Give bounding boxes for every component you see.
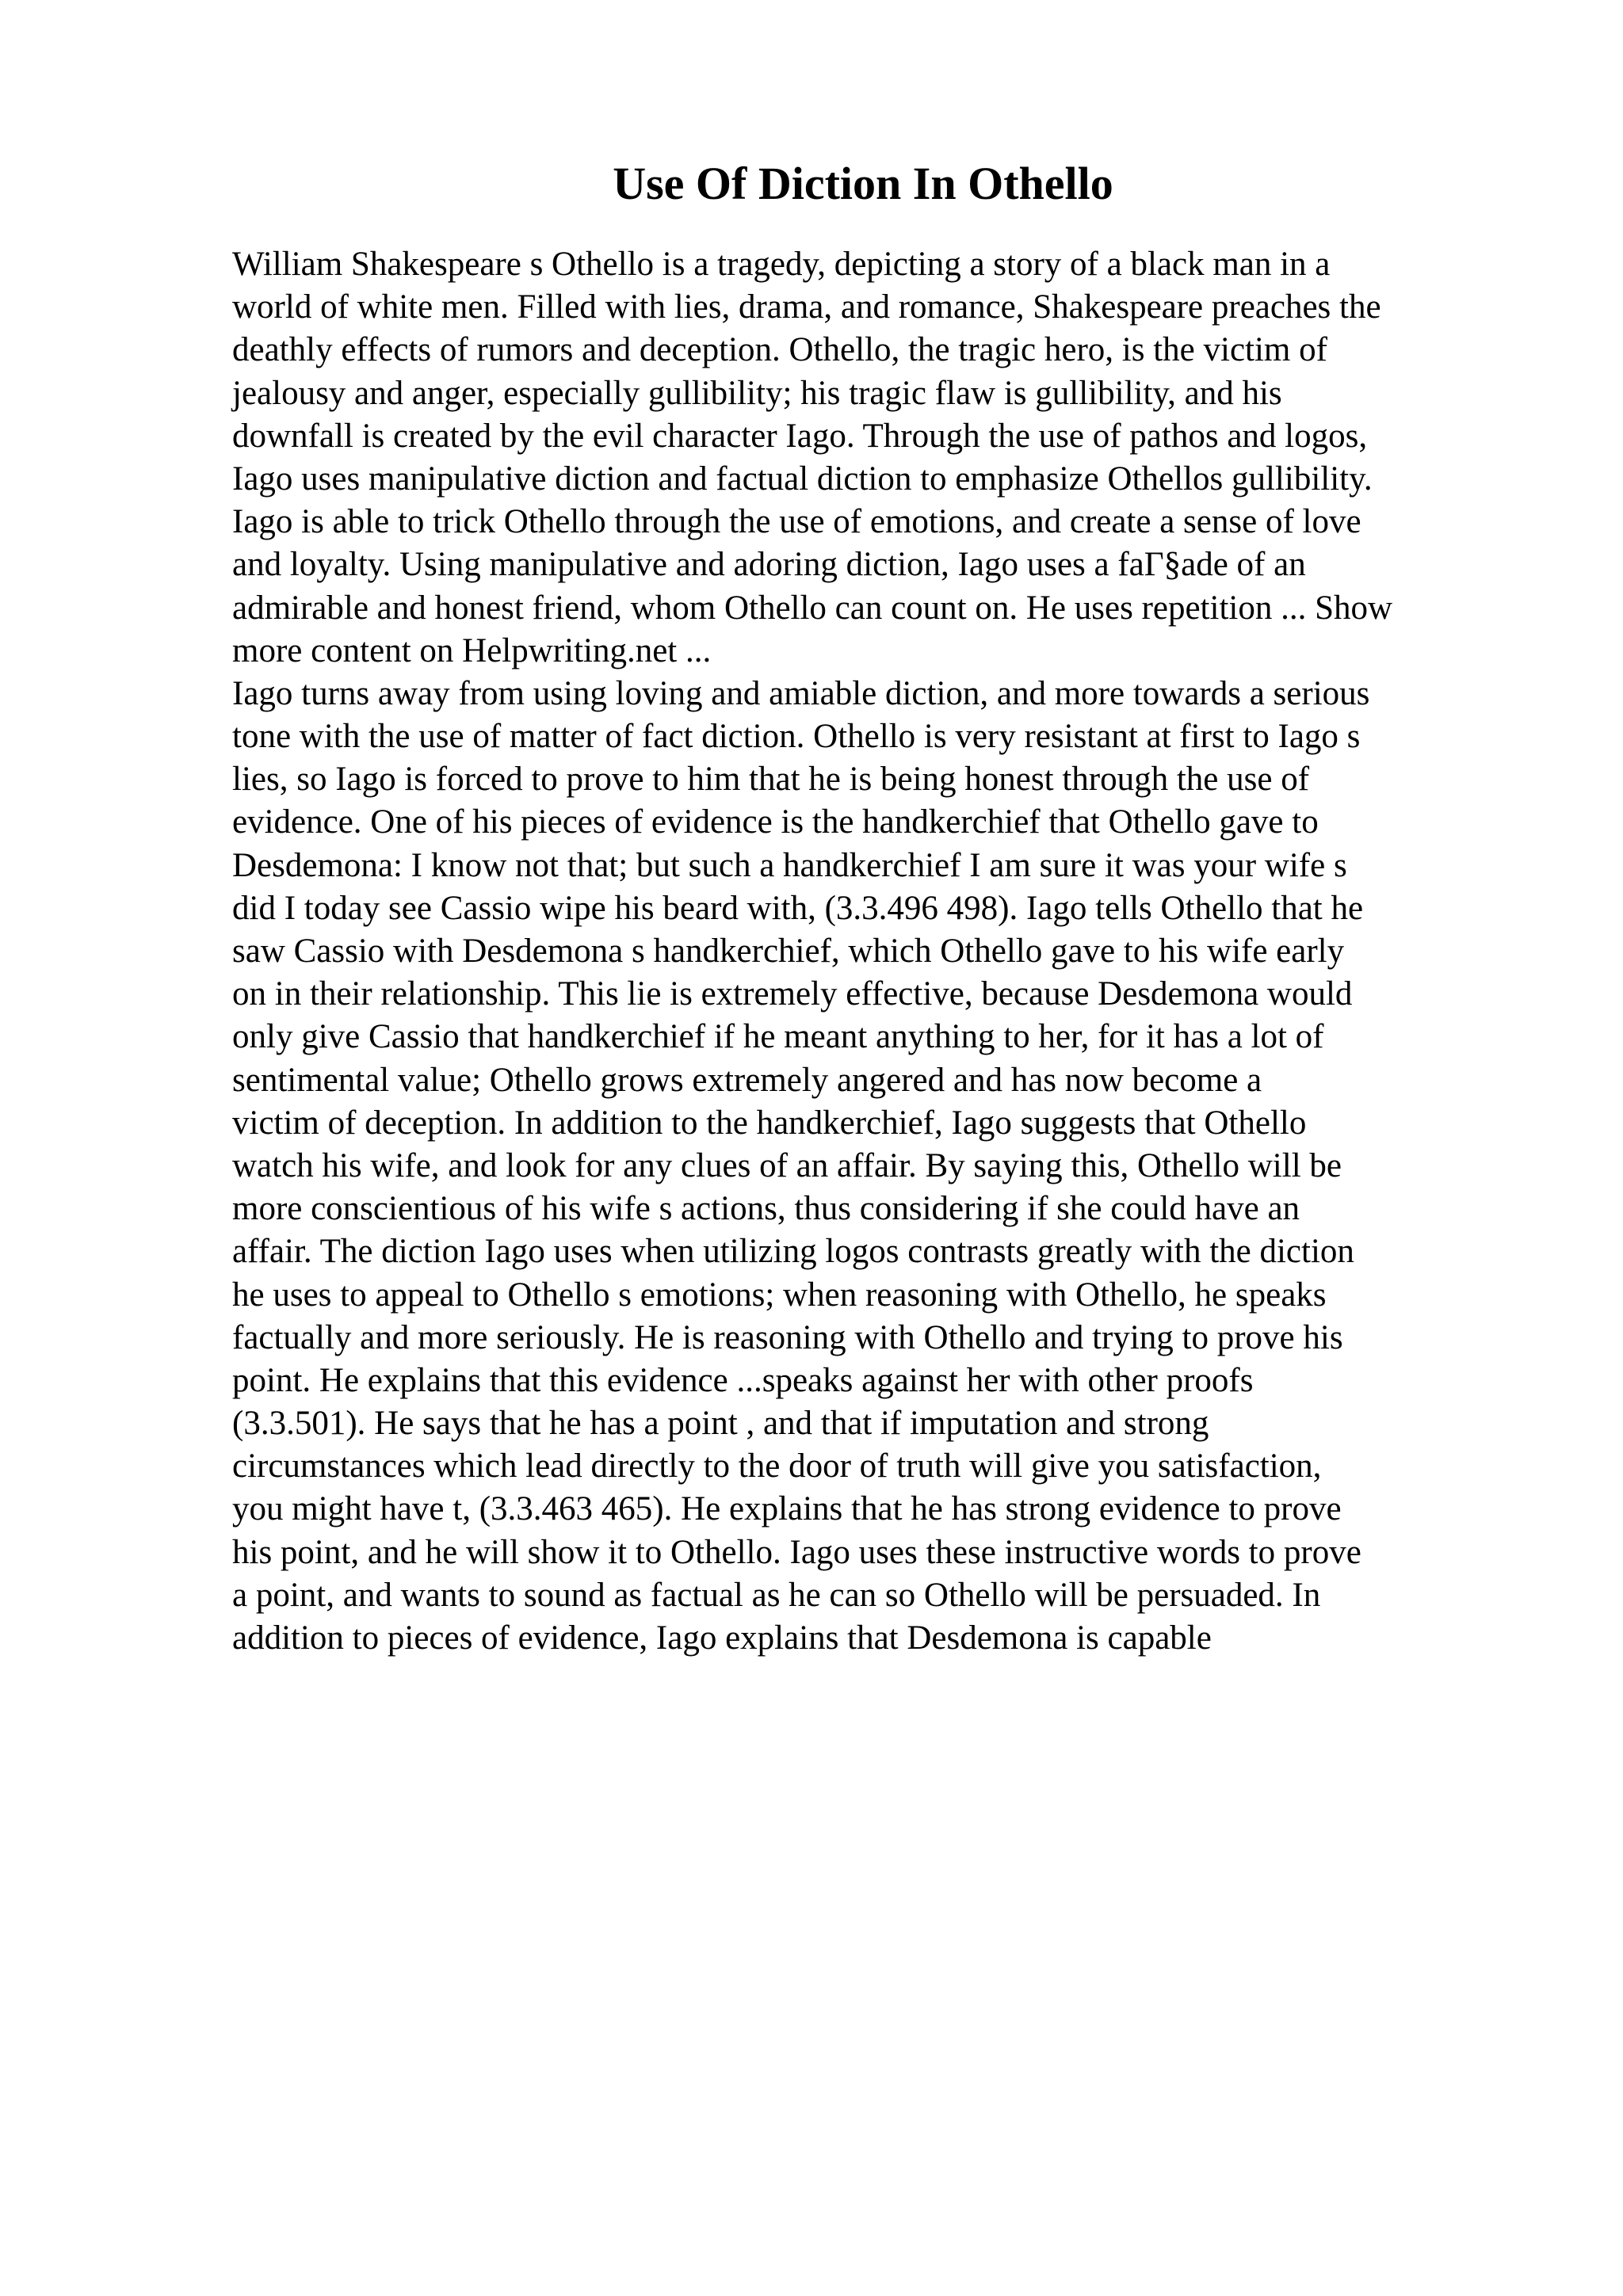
text-line: deathly effects of rumors and deception. Othello, the tragic hero, is the victim of bbox=[232, 331, 1327, 369]
text-line: victim of deception. In addition to the handkerchief, Iago suggests that Othello bbox=[232, 1104, 1307, 1142]
text-line: Desdemona: I know not that; but such a handkerchief I am sure it was your wife s bbox=[232, 846, 1347, 884]
text-line: (3.3.501). He says that he has a point , and that if imputation and strong bbox=[232, 1405, 1209, 1443]
text-line: downfall is created by the evil character Iago. Through the use of pathos and logos, bbox=[232, 417, 1368, 455]
text-line: world of white men. Filled with lies, drama, and romance, Shakespeare preaches the bbox=[232, 288, 1381, 326]
text-line: evidence. One of his pieces of evidence is the handkerchief that Othello gave to bbox=[232, 803, 1319, 841]
text-line: sentimental value; Othello grows extremely angered and has now become a bbox=[232, 1061, 1262, 1099]
text-line: addition to pieces of evidence, Iago explains that Desdemona is capable bbox=[232, 1619, 1212, 1657]
text-line: factually and more seriously. He is reasoning with Othello and trying to prove his bbox=[232, 1318, 1343, 1356]
text-line: lies, so Iago is forced to prove to him that he is being honest through the use of bbox=[232, 761, 1310, 799]
text-line: and loyalty. Using manipulative and adoring diction, Iago uses a faΓ§ade of an bbox=[232, 546, 1306, 584]
text-line: on in their relationship. This lie is extremely effective, because Desdemona would bbox=[232, 975, 1353, 1013]
text-line: a point, and wants to sound as factual as he can so Othello will be persuaded. In bbox=[232, 1576, 1321, 1614]
document-title: Use Of Diction In Othello bbox=[613, 158, 1113, 209]
text-line: his point, and he will show it to Othello. Iago uses these instructive words to prove bbox=[232, 1533, 1361, 1571]
essay-body bbox=[232, 243, 1532, 1660]
text-line: he uses to appeal to Othello s emotions; when reasoning with Othello, he speaks bbox=[232, 1276, 1327, 1314]
text-line: more conscientious of his wife s actions, thus considering if she could have an bbox=[232, 1190, 1300, 1228]
text-line: circumstances which lead directly to the door of truth will give you satisfaction, bbox=[232, 1447, 1322, 1486]
text-line: Iago turns away from using loving and amiable diction, and more towards a serious bbox=[232, 674, 1370, 712]
text-line: affair. The diction Iago uses when utilizing logos contrasts greatly with the diction bbox=[232, 1233, 1354, 1271]
text-line: watch his wife, and look for any clues of an affair. By saying this, Othello will be bbox=[232, 1146, 1342, 1184]
text-line: Iago is able to trick Othello through the use of emotions, and create a sense of love bbox=[232, 503, 1361, 541]
text-line: William Shakespeare s Othello is a tragedy, depicting a story of a black man in a bbox=[232, 246, 1331, 283]
text-line: only give Cassio that handkerchief if he meant anything to her, for it has a lot of bbox=[232, 1018, 1324, 1056]
text-line: Iago uses manipulative diction and factual diction to emphasize Othellos gullibility. bbox=[232, 460, 1373, 498]
text-line: tone with the use of matter of fact diction. Othello is very resistant at first to Iago s bbox=[232, 718, 1361, 756]
text-line: did I today see Cassio wipe his beard with, (3.3.496 498). Iago tells Othello that he bbox=[232, 889, 1364, 927]
text-line: admirable and honest friend, whom Othello can count on. He uses repetition ... Show bbox=[232, 589, 1393, 627]
text-line: saw Cassio with Desdemona s handkerchief, which Othello gave to his wife early bbox=[232, 933, 1345, 970]
text-line: point. He explains that this evidence ...speaks against her with other proofs bbox=[232, 1361, 1254, 1399]
text-line: more content on Helpwriting.net ... bbox=[232, 631, 712, 669]
text-line: you might have t, (3.3.463 465). He explains that he has strong evidence to prove bbox=[232, 1490, 1342, 1528]
text-line: jealousy and anger, especially gullibility; his tragic flaw is gullibility, and his bbox=[232, 374, 1282, 412]
